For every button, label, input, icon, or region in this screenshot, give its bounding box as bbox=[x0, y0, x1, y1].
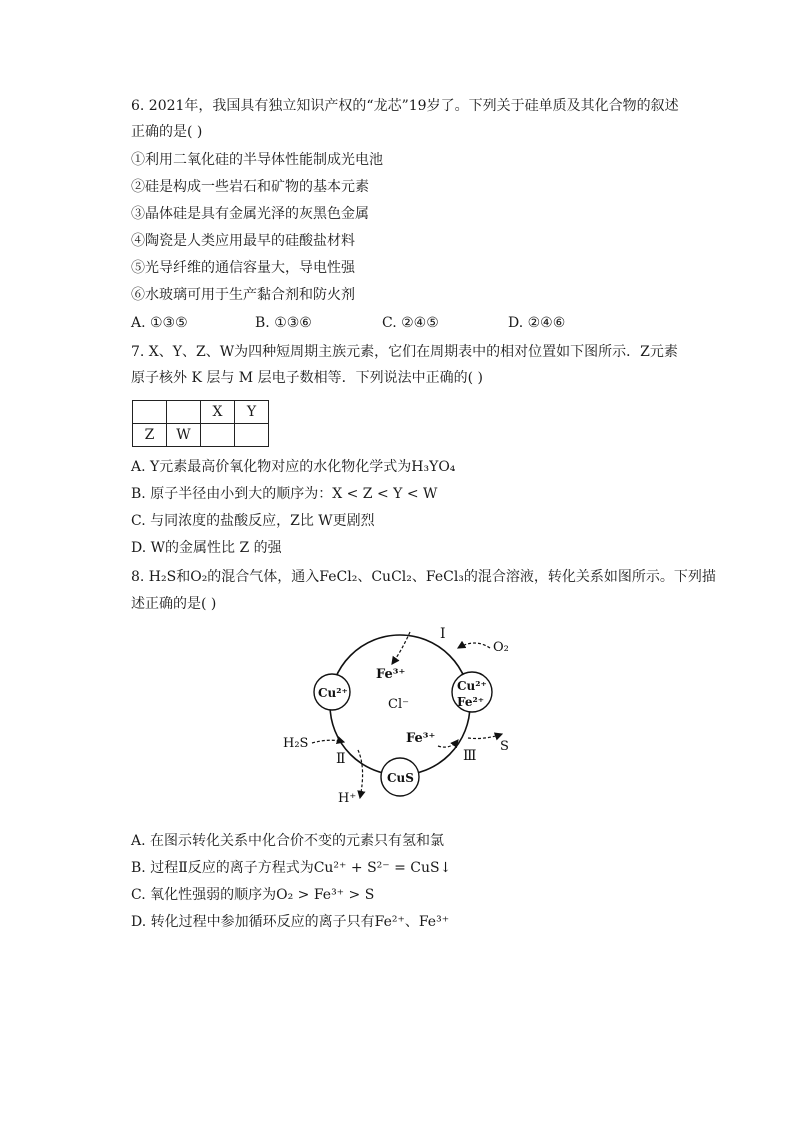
label-process-ii: Ⅱ bbox=[336, 751, 346, 767]
q6-option-a: A. ①③⑤ bbox=[131, 315, 188, 331]
label-fe-right: Fe²⁺ bbox=[457, 695, 485, 709]
q6-statement-4: ④陶瓷是人类应用最早的硅酸盐材料 bbox=[131, 233, 355, 249]
q6-statement-6: ⑥水玻璃可用于生产黏合剂和防火剂 bbox=[131, 287, 355, 303]
h2s-arrow bbox=[312, 740, 344, 743]
table-cell bbox=[133, 401, 167, 424]
table-cell: Z bbox=[133, 424, 167, 447]
label-fe3-bottom: Fe³⁺ bbox=[406, 731, 436, 746]
q8-option-d: D. 转化过程中参加循环反应的离子只有Fe²⁺、Fe³⁺ bbox=[131, 914, 450, 930]
q8-stem-line2: 述正确的是( ) bbox=[131, 596, 217, 612]
label-cu-left: Cu²⁺ bbox=[318, 686, 348, 700]
label-s: S bbox=[500, 739, 509, 754]
q8-option-c: C. 氧化性强弱的顺序为O₂ > Fe³⁺ > S bbox=[131, 887, 375, 903]
label-fe3-top: Fe³⁺ bbox=[376, 667, 406, 682]
q6-statement-5: ⑤光导纤维的通信容量大，导电性强 bbox=[131, 260, 355, 276]
q7-stem-line1: 7. X、Y、Z、W为四种短周期主族元素，它们在周期表中的相对位置如下图所示．Z元素 bbox=[131, 344, 678, 360]
q8-option-a: A. 在图示转化关系中化合价不变的元素只有氢和氯 bbox=[131, 833, 445, 849]
q6-option-b: B. ①③⑥ bbox=[255, 315, 312, 331]
table-cell: W bbox=[167, 424, 201, 447]
q8-stem-line1: 8. H₂S和O₂的混合气体，通入FeCl₂、CuCl₂、FeCl₃的混合溶液，转化关系如图所示。下列描 bbox=[131, 569, 716, 585]
fe3-bottom-arrow bbox=[438, 740, 458, 747]
label-h-plus: H⁺ bbox=[338, 791, 357, 806]
table-row bbox=[133, 424, 269, 447]
q6-option-c: C. ②④⑤ bbox=[382, 315, 439, 331]
table-cell bbox=[167, 401, 201, 424]
q6-statement-3: ③晶体硅是具有金属光泽的灰黑色金属 bbox=[131, 206, 369, 222]
label-process-iii: Ⅲ bbox=[463, 748, 477, 764]
table-cell: X bbox=[201, 401, 235, 424]
q6-stem-line1: 6. 2021年，我国具有独立知识产权的“龙芯”19岁了。下列关于硅单质及其化合物的叙述 bbox=[131, 98, 679, 114]
periodic-table-fragment bbox=[132, 400, 269, 447]
q7-option-c: C. 与同浓度的盐酸反应，Z比 W更剧烈 bbox=[131, 513, 375, 529]
label-cu-right: Cu²⁺ bbox=[457, 679, 487, 693]
h-plus-arrow bbox=[358, 750, 363, 798]
label-h2s: H₂S bbox=[283, 736, 309, 751]
q8-option-b: B. 过程Ⅱ反应的离子方程式为Cu²⁺ + S²⁻ = CuS↓ bbox=[131, 860, 452, 876]
table-row bbox=[133, 401, 269, 424]
q7-stem-line2: 原子核外 K 层与 M 层电子数相等．下列说法中正确的( ) bbox=[131, 370, 483, 386]
q7-option-a: A. Y元素最高价氧化物对应的水化物化学式为H₃YO₄ bbox=[131, 459, 456, 475]
q6-stem-line2: 正确的是( ) bbox=[131, 124, 203, 140]
table-cell bbox=[235, 424, 269, 447]
conversion-cycle-diagram bbox=[280, 620, 540, 815]
q6-statement-2: ②硅是构成一些岩石和矿物的基本元素 bbox=[131, 179, 369, 195]
o2-arrow bbox=[458, 643, 490, 648]
label-process-i: Ⅰ bbox=[440, 626, 446, 642]
q7-option-b: B. 原子半径由小到大的顺序为：X < Z < Y < W bbox=[131, 486, 438, 502]
q6-option-d: D. ②④⑥ bbox=[508, 315, 566, 331]
q7-option-d: D. W的金属性比 Z 的强 bbox=[131, 540, 282, 556]
label-cus: CuS bbox=[387, 771, 414, 785]
label-o2: O₂ bbox=[493, 640, 509, 655]
s-arrow bbox=[468, 734, 502, 739]
table-cell bbox=[201, 424, 235, 447]
label-cl: Cl⁻ bbox=[388, 697, 409, 712]
q6-statement-1: ①利用二氧化硅的半导体性能制成光电池 bbox=[131, 152, 383, 168]
table-cell: Y bbox=[235, 401, 269, 424]
arrow-to-fe3 bbox=[392, 632, 410, 664]
